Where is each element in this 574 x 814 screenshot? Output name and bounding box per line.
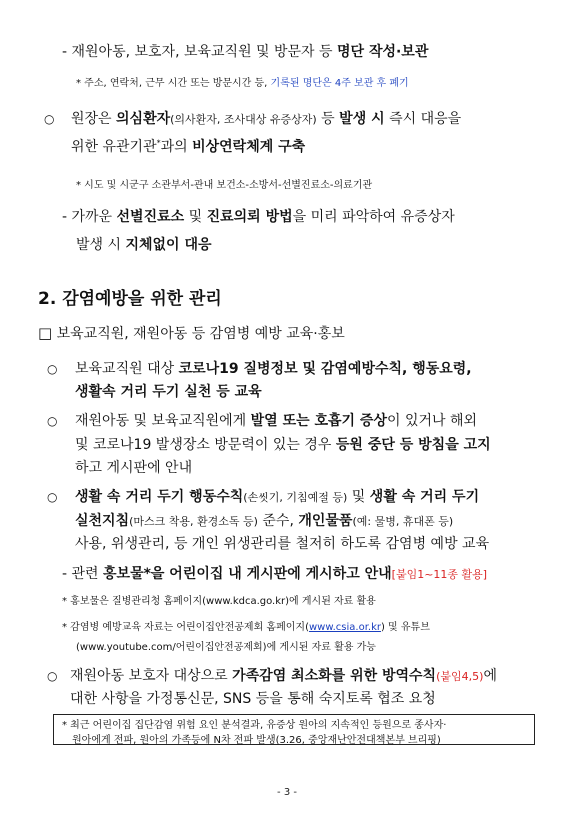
list-item-continuation: 하고 게시판에 안내	[75, 460, 193, 476]
emphasis-text: 실천지침	[75, 513, 130, 529]
footnote	[76, 74, 409, 89]
circle-bullet-icon: ○	[47, 362, 58, 376]
text: * 시도 및 시군구 소관부서-관내 보건소-소방서-선별진료소-의료기관	[76, 180, 373, 191]
text: ) 및 유튜브	[380, 622, 430, 633]
emphasis-text: 명단 작성·보관	[337, 44, 429, 60]
footnote	[62, 618, 430, 633]
circle-bullet-icon: ○	[47, 669, 58, 683]
text: - 재원아동, 보호자, 보육교직원 및 방문자 등	[62, 44, 338, 60]
emphasis-text: 진료의뢰 방법	[206, 209, 293, 225]
text: 위한 유관기관	[71, 139, 157, 155]
text: 재원아동 보호자 대상으로	[70, 668, 233, 684]
list-item	[75, 358, 472, 378]
emphasis-text: 등원 중단 등 방침을 고지	[335, 437, 491, 453]
emphasis-text: 개인물품	[298, 513, 353, 529]
list-item	[62, 206, 455, 226]
text: 에	[483, 668, 497, 684]
circle-bullet-icon: ○	[47, 490, 58, 504]
emphasis-text: 비상연락체계 구축	[192, 139, 306, 155]
aside-text: (예: 물병, 휴대폰 등)	[352, 515, 454, 528]
website-link[interactable]: www.csia.or.kr	[308, 622, 381, 633]
aside-text: (마스크 착용, 환경소독 등)	[129, 515, 258, 528]
text: 보육교직원 대상	[75, 361, 179, 377]
list-item	[62, 563, 487, 583]
emphasis-text: 홍보물*을 어린이집 내 게시판에 게시하고 안내	[103, 566, 392, 582]
circle-bullet-icon: ○	[47, 414, 58, 428]
list-item	[75, 486, 479, 506]
text: 재원아동 및 보육교직원에게	[75, 413, 251, 429]
emphasis-text: 의심환자	[116, 111, 171, 127]
section-heading: 2. 감염예방을 위한 관리	[38, 289, 222, 309]
text: 발생 시	[76, 237, 126, 253]
note-line-2: 원아에게 전파, 원아의 가족등에 N차 전파 발생(3.26, 중앙재난안전대책본부 브리핑)	[72, 735, 441, 746]
reference-tag: (붙임4,5)	[436, 670, 484, 683]
aside-text: (손씻기, 기침예절 등)	[243, 491, 348, 504]
text: 과의	[160, 139, 193, 155]
text: - 가까운	[62, 209, 117, 225]
emphasis-text: 코로나19 질병정보 및 감염예방수칙, 행동요령,	[178, 361, 472, 377]
text: 및 코로나19 발생장소 방문력이 있는 경우	[75, 437, 336, 453]
list-item-continuation: 생활속 거리 두기 실천 등 교육	[75, 384, 262, 400]
list-item	[75, 410, 477, 430]
list-item	[71, 108, 461, 128]
text: 이 있거나 해외	[386, 413, 478, 429]
footnote-marker: *	[156, 138, 161, 148]
text: * 감염병 예방교육 자료는 어린이집안전공제회 홈페이지(	[62, 622, 309, 633]
emphasis-text: 생활 속 거리 두기	[369, 489, 480, 505]
circle-bullet-icon: ○	[44, 112, 55, 126]
list-item	[70, 665, 497, 685]
footnote: * 홍보물은 질병관리청 홈페이지(www.kdca.go.kr)에 게시된 자료 활용	[62, 596, 376, 607]
emphasis-text: 생활 속 거리 두기 행동수칙	[75, 489, 244, 505]
list-item-continuation	[75, 434, 491, 454]
page-number: - 3 -	[277, 787, 297, 798]
note-line-1: * 최근 어린이집 집단감염 위험 요인 분석결과, 유증상 원아의 지속적인 등원으로 종사자·	[62, 720, 447, 731]
text: 및	[184, 209, 207, 225]
aside-text: (의사환자, 조사대상 유증상자)	[170, 113, 317, 126]
emphasis-text: 발생 시	[339, 111, 385, 127]
subsection-heading	[38, 323, 345, 343]
text: - 관련	[62, 566, 104, 582]
text: * 주소, 연락처, 근무 시간 또는 방문시간 등,	[76, 78, 271, 89]
text: 원장은	[71, 111, 117, 127]
text: 준수,	[257, 513, 299, 529]
footnote	[76, 176, 372, 191]
footnote-continuation: (www.youtube.com/어린이집안전공제회)에 게시된 자료 활용 가능	[76, 642, 376, 653]
list-item	[62, 41, 428, 61]
list-item-continuation	[75, 510, 453, 530]
text: 보육교직원, 재원아동 등 감염병 예방 교육·홍보	[52, 326, 345, 342]
emphasis-text: 가족감염 최소화를 위한 방역수칙	[232, 668, 437, 684]
text: 및	[347, 489, 370, 505]
list-item-continuation: 대한 사항을 가정통신문, SNS 등을 통해 숙지토록 협조 요청	[70, 691, 436, 707]
list-item-continuation	[71, 136, 305, 156]
text: 즉시 대응을	[384, 111, 462, 127]
emphasis-text: 발열 또는 호흡기 증상	[250, 413, 387, 429]
text: 등	[316, 111, 340, 127]
reference-tag: [붙임1~11종 활용]	[391, 568, 488, 581]
emphasis-text: 지체없이 대응	[125, 237, 212, 253]
checkbox-square-icon: □	[38, 324, 53, 342]
list-item-continuation: 사용, 위생관리, 등 개인 위생관리를 철저히 하도록 감염병 예방 교육	[75, 536, 490, 552]
emphasis-text: 선별진료소	[116, 209, 185, 225]
text: 을 미리 파악하여 유증상자	[292, 209, 455, 225]
list-item-continuation	[76, 234, 212, 254]
highlight-text: 기록된 명단은 4주 보관 후 폐기	[270, 78, 409, 89]
